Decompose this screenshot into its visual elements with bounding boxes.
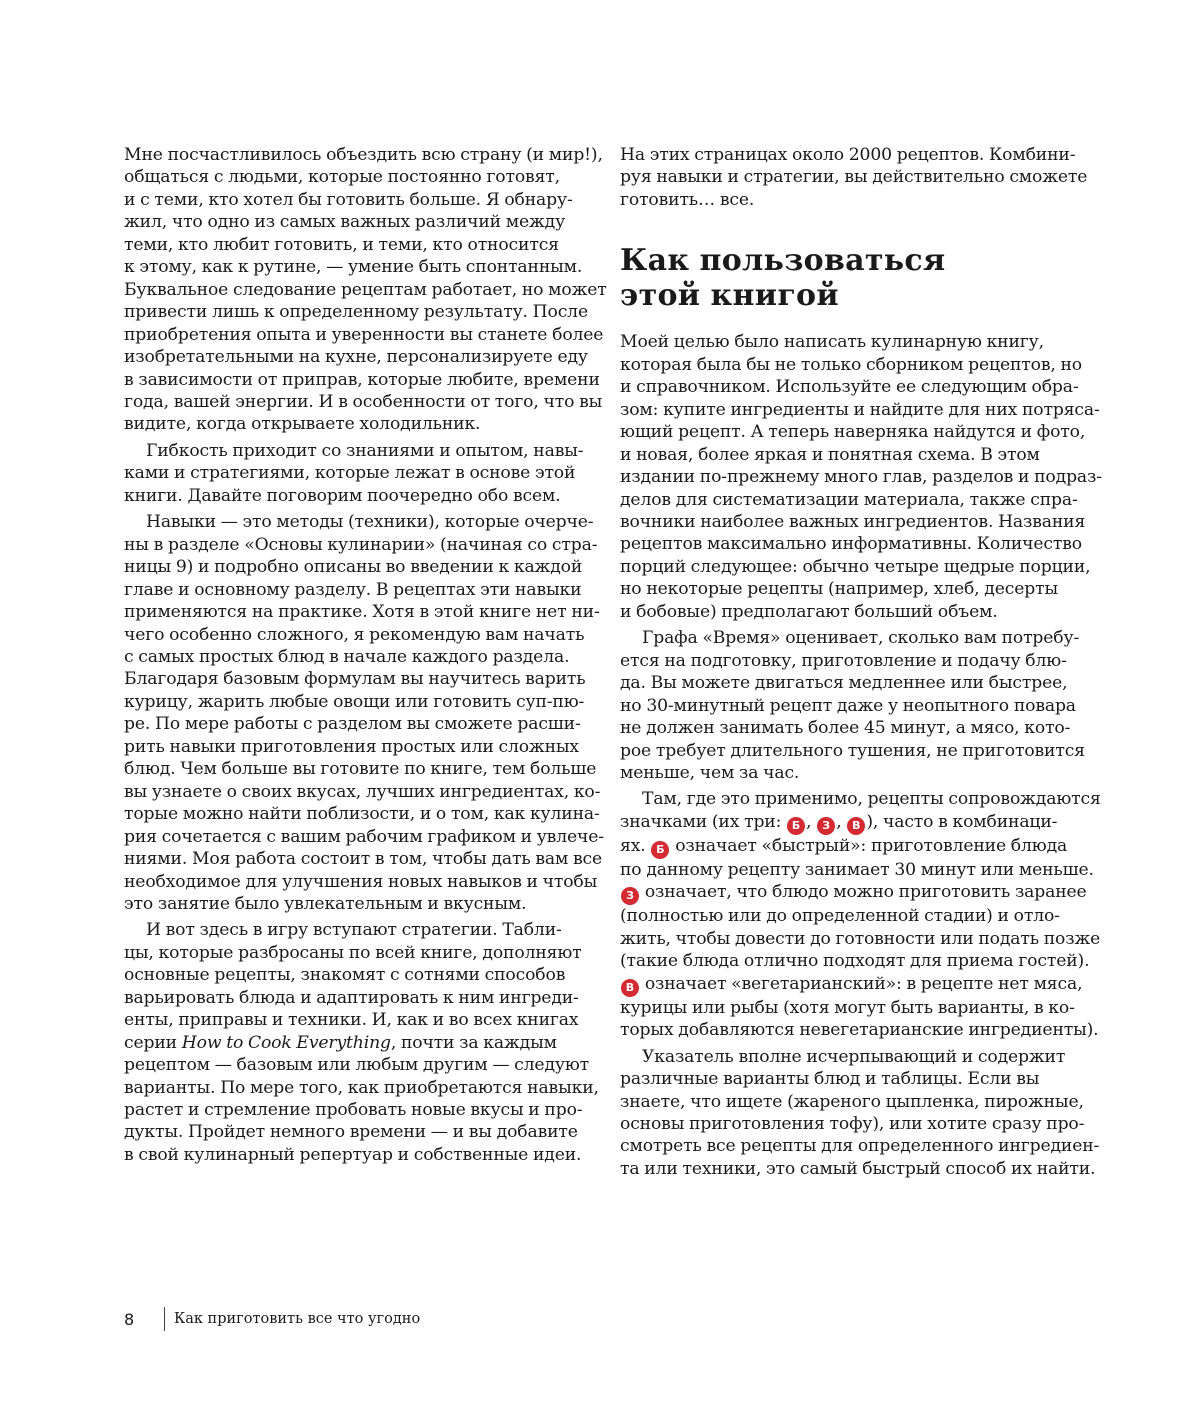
text-line: теми, кто любит готовить, и теми, кто относится [124, 234, 559, 255]
text-line: готовить… все. [620, 189, 755, 210]
text-line: меньше, чем за час. [620, 762, 800, 783]
text-line: И вот здесь в игру вступают стратегии. Табли- [146, 920, 562, 941]
heading-line: Как пользоваться [620, 243, 946, 279]
text-line: Моей целью было написать кулинарную книгу, [620, 332, 1044, 353]
text-line: видите, когда открываете холодильник. [124, 414, 481, 435]
text-line: торых добавляются невегетарианские ингредиенты). [620, 1020, 1099, 1041]
text-line: енты, приправы и техники. И, как и во всех книгах [124, 1010, 579, 1031]
text-line: курицы или рыбы (хотя могут быть варианты, в ко- [620, 997, 1075, 1018]
text-line: общаться с людьми, которые постоянно готовят, [124, 167, 560, 188]
paragraph [124, 440, 604, 507]
text-line: На этих страницах около 2000 рецептов. Комбини- [620, 145, 1076, 165]
paragraph [124, 511, 604, 915]
text-line: в свой кулинарный репертуар и собственные идеи. [124, 1144, 582, 1165]
paragraph [124, 144, 607, 436]
text-fragment: ), часто в комбинаци- [866, 811, 1058, 832]
text-line: изобретательными на кухне, персонализируете еду [124, 347, 588, 368]
text-line: Гибкость приходит со знаниями и опытом, навы- [146, 440, 584, 461]
left-column [124, 144, 607, 1166]
text-line [620, 881, 1100, 905]
text-fragment: , [836, 811, 847, 832]
page-number: 8 [124, 1309, 135, 1329]
text-line: жил, что одно из самых важных различий между [124, 212, 566, 233]
book-series-title: How to Cook Everything [181, 1032, 391, 1053]
text-line: цы, которые разбросаны по всей книге, дополняют [124, 942, 582, 963]
text-line: по данному рецепту занимает 30 минут или меньше. [620, 859, 1094, 880]
make-ahead-badge-icon: З [621, 887, 639, 905]
paragraph-index [620, 1046, 1100, 1181]
text-line: привести лишь к определенному результату. После [124, 302, 588, 323]
text-line: рое требует длительного тушения, не приготовится [620, 740, 1085, 761]
text-line: Навыки — это методы (техники), которые очерче- [146, 512, 594, 533]
text-line: блюд. Чем больше вы готовите по книге, тем больше [124, 759, 597, 780]
text-line: смотреть все рецепты для определенного ингредиен- [620, 1136, 1100, 1157]
right-column [620, 144, 1100, 1180]
section-heading [620, 243, 1100, 313]
text-line: книги. Давайте поговорим поочередно обо всем. [124, 485, 561, 506]
intro-paragraph [620, 144, 1100, 211]
text-fragment: означает, что блюдо можно приготовить заранее [640, 882, 1087, 903]
text-line: делов для систематизации материала, также спра- [620, 489, 1078, 510]
text-line [620, 811, 1100, 835]
text-line: варьировать блюда и адаптировать к ним ингреди- [124, 987, 579, 1008]
text-line: ны в разделе «Основы кулинарии» (начиная со стра- [124, 534, 598, 555]
text-fragment: ях. [620, 835, 651, 856]
paragraph-time [620, 627, 1100, 784]
text-line: ющий рецепт. А теперь наверняка найдутся и фото, [620, 422, 1086, 443]
text-line: (такие блюда отлично подходят для приема гостей). [620, 951, 1090, 972]
text-line: ниями. Моя работа состоит в том, чтобы дать вам все [124, 849, 603, 870]
text-line: чего особенно сложного, я рекомендую вам начать [124, 624, 585, 645]
text-line: знаете, что ищете (жареного цыпленка, пирожные, [620, 1091, 1084, 1112]
text-line [620, 973, 1100, 997]
page-footer [124, 1305, 420, 1333]
text-line: рить навыки приготовления простых или сложных [124, 736, 579, 757]
text-line: необходимое для улучшения новых навыков и чтобы [124, 871, 598, 892]
text-line: ницы 9) и подробно описаны во введении к каждой [124, 557, 583, 578]
paragraph-icons [620, 788, 1100, 1041]
text-line: Там, где это применимо, рецепты сопровождаются [642, 789, 1101, 810]
text-line: и новая, более яркая и понятная схема. В этом [620, 444, 1040, 465]
text-line [620, 835, 1100, 859]
text-line: Буквальное следование рецептам работает, но может [124, 279, 607, 300]
text-line: курицу, жарить любые овощи или готовить суп-пю- [124, 691, 585, 712]
text-line: ется на подготовку, приготовление и подачу блю- [620, 650, 1067, 671]
text-line: и с теми, кто хотел бы готовить больше. Я обнару- [124, 189, 573, 210]
text-line: да. Вы можете двигаться медленнее или быстрее, [620, 673, 1068, 694]
text-line: та или техники, это самый быстрый способ их найти. [620, 1158, 1096, 1179]
text-line: главе и основному разделу. В рецептах эти навыки [124, 579, 582, 600]
text-fragment: означает «вегетарианский»: в рецепте нет мяса, [640, 973, 1083, 994]
text-line: ре. По мере работы с разделом вы сможете расши- [124, 714, 581, 735]
text-line: но некоторые рецепты (например, хлеб, десерты [620, 579, 1059, 600]
text-line: вочники наиболее важных ингредиентов. Названия [620, 511, 1086, 532]
text-line: в зависимости от приправ, которые любите, времени [124, 369, 600, 390]
text-line: и бобовые) предполагают больший объем. [620, 601, 998, 622]
fast-badge-icon: Б [787, 817, 805, 835]
text-line: основные рецепты, знакомят с сотнями способов [124, 965, 566, 986]
text-line: варианты. По мере того, как приобретаются навыки, [124, 1077, 599, 1098]
text-line: жить, чтобы довести до готовности или подать позже [620, 928, 1101, 949]
paragraph [124, 919, 604, 1166]
text-line: но 30-минутный рецепт даже у неопытного повара [620, 695, 1076, 716]
text-line: это занятие было увлекательным и вкусным. [124, 893, 527, 914]
text-line: вы узнаете о своих вкусах, лучших ингредиентах, ко- [124, 781, 601, 802]
text-line: с самых простых блюд в начале каждого раздела. [124, 646, 570, 667]
text-line: различные варианты блюд и таблицы. Если вы [620, 1069, 1040, 1090]
text-line [124, 1032, 604, 1054]
text-line: года, вашей энергии. И в особенности от того, что вы [124, 391, 603, 412]
text-line: Графа «Время» оценивает, сколько вам потребу- [642, 628, 1080, 649]
running-title: Как приготовить все что угодно [174, 1311, 421, 1327]
text-line: зом: купите ингредиенты и найдите для них потряса- [620, 399, 1100, 420]
text-line: торые можно найти поблизости, и о том, как кулина- [124, 804, 600, 825]
vegetarian-badge-icon: В [621, 979, 639, 997]
text-line: издании по-прежнему много глав, разделов и подраз- [620, 467, 1102, 488]
text-line: дукты. Пройдет немного времени — и вы добавите [124, 1122, 578, 1143]
text-line: Благодаря базовым формулам вы научитесь варить [124, 669, 586, 690]
text-fragment: , [806, 811, 817, 832]
text-line: руя навыки и стратегии, вы действительно сможете [620, 167, 1088, 188]
text-fragment: значками (их три: [620, 811, 787, 832]
text-fragment: , почти за каждым [390, 1032, 557, 1053]
text-line: Указатель вполне исчерпывающий и содержит [642, 1046, 1066, 1067]
fast-badge-icon: Б [651, 841, 669, 859]
text-line: применяются на практике. Хотя в этой книге нет ни- [124, 602, 600, 623]
vegetarian-badge-icon: В [847, 817, 865, 835]
text-line: порций следующее: обычно четыре щедрые порции, [620, 556, 1091, 577]
text-line: рецептом — базовым или любым другим — следуют [124, 1055, 590, 1076]
make-ahead-badge-icon: З [817, 817, 835, 835]
text-line: Мне посчастливилось объездить всю страну (и мир!), [124, 145, 603, 165]
paragraph-goal [620, 331, 1100, 623]
text-line: которая была бы не только сборником рецептов, но [620, 354, 1082, 375]
text-line: растет и стремление пробовать новые вкусы и про- [124, 1100, 583, 1121]
heading-line: этой книгой [620, 278, 839, 314]
footer-divider [164, 1307, 165, 1331]
text-line: приобретения опыта и уверенности вы станете более [124, 324, 604, 345]
text-line: и справочником. Используйте ее следующим обра- [620, 377, 1079, 398]
text-fragment: серии [124, 1032, 182, 1053]
text-line: (полностью или до определенной стадии) и отло- [620, 906, 1060, 927]
text-fragment: означает «быстрый»: приготовление блюда [670, 835, 1068, 856]
text-line: не должен занимать более 45 минут, а мясо, кото- [620, 718, 1071, 739]
text-line: рия сочетается с вашим рабочим графиком и увлече- [124, 826, 604, 847]
text-line: основы приготовления тофу), или хотите сразу про- [620, 1113, 1085, 1134]
text-line: ками и стратегиями, которые лежат в основе этой [124, 463, 576, 484]
text-line: рецептов максимально информативны. Количество [620, 534, 1082, 555]
text-line: к этому, как к рутине, — умение быть спонтанным. [124, 257, 583, 278]
